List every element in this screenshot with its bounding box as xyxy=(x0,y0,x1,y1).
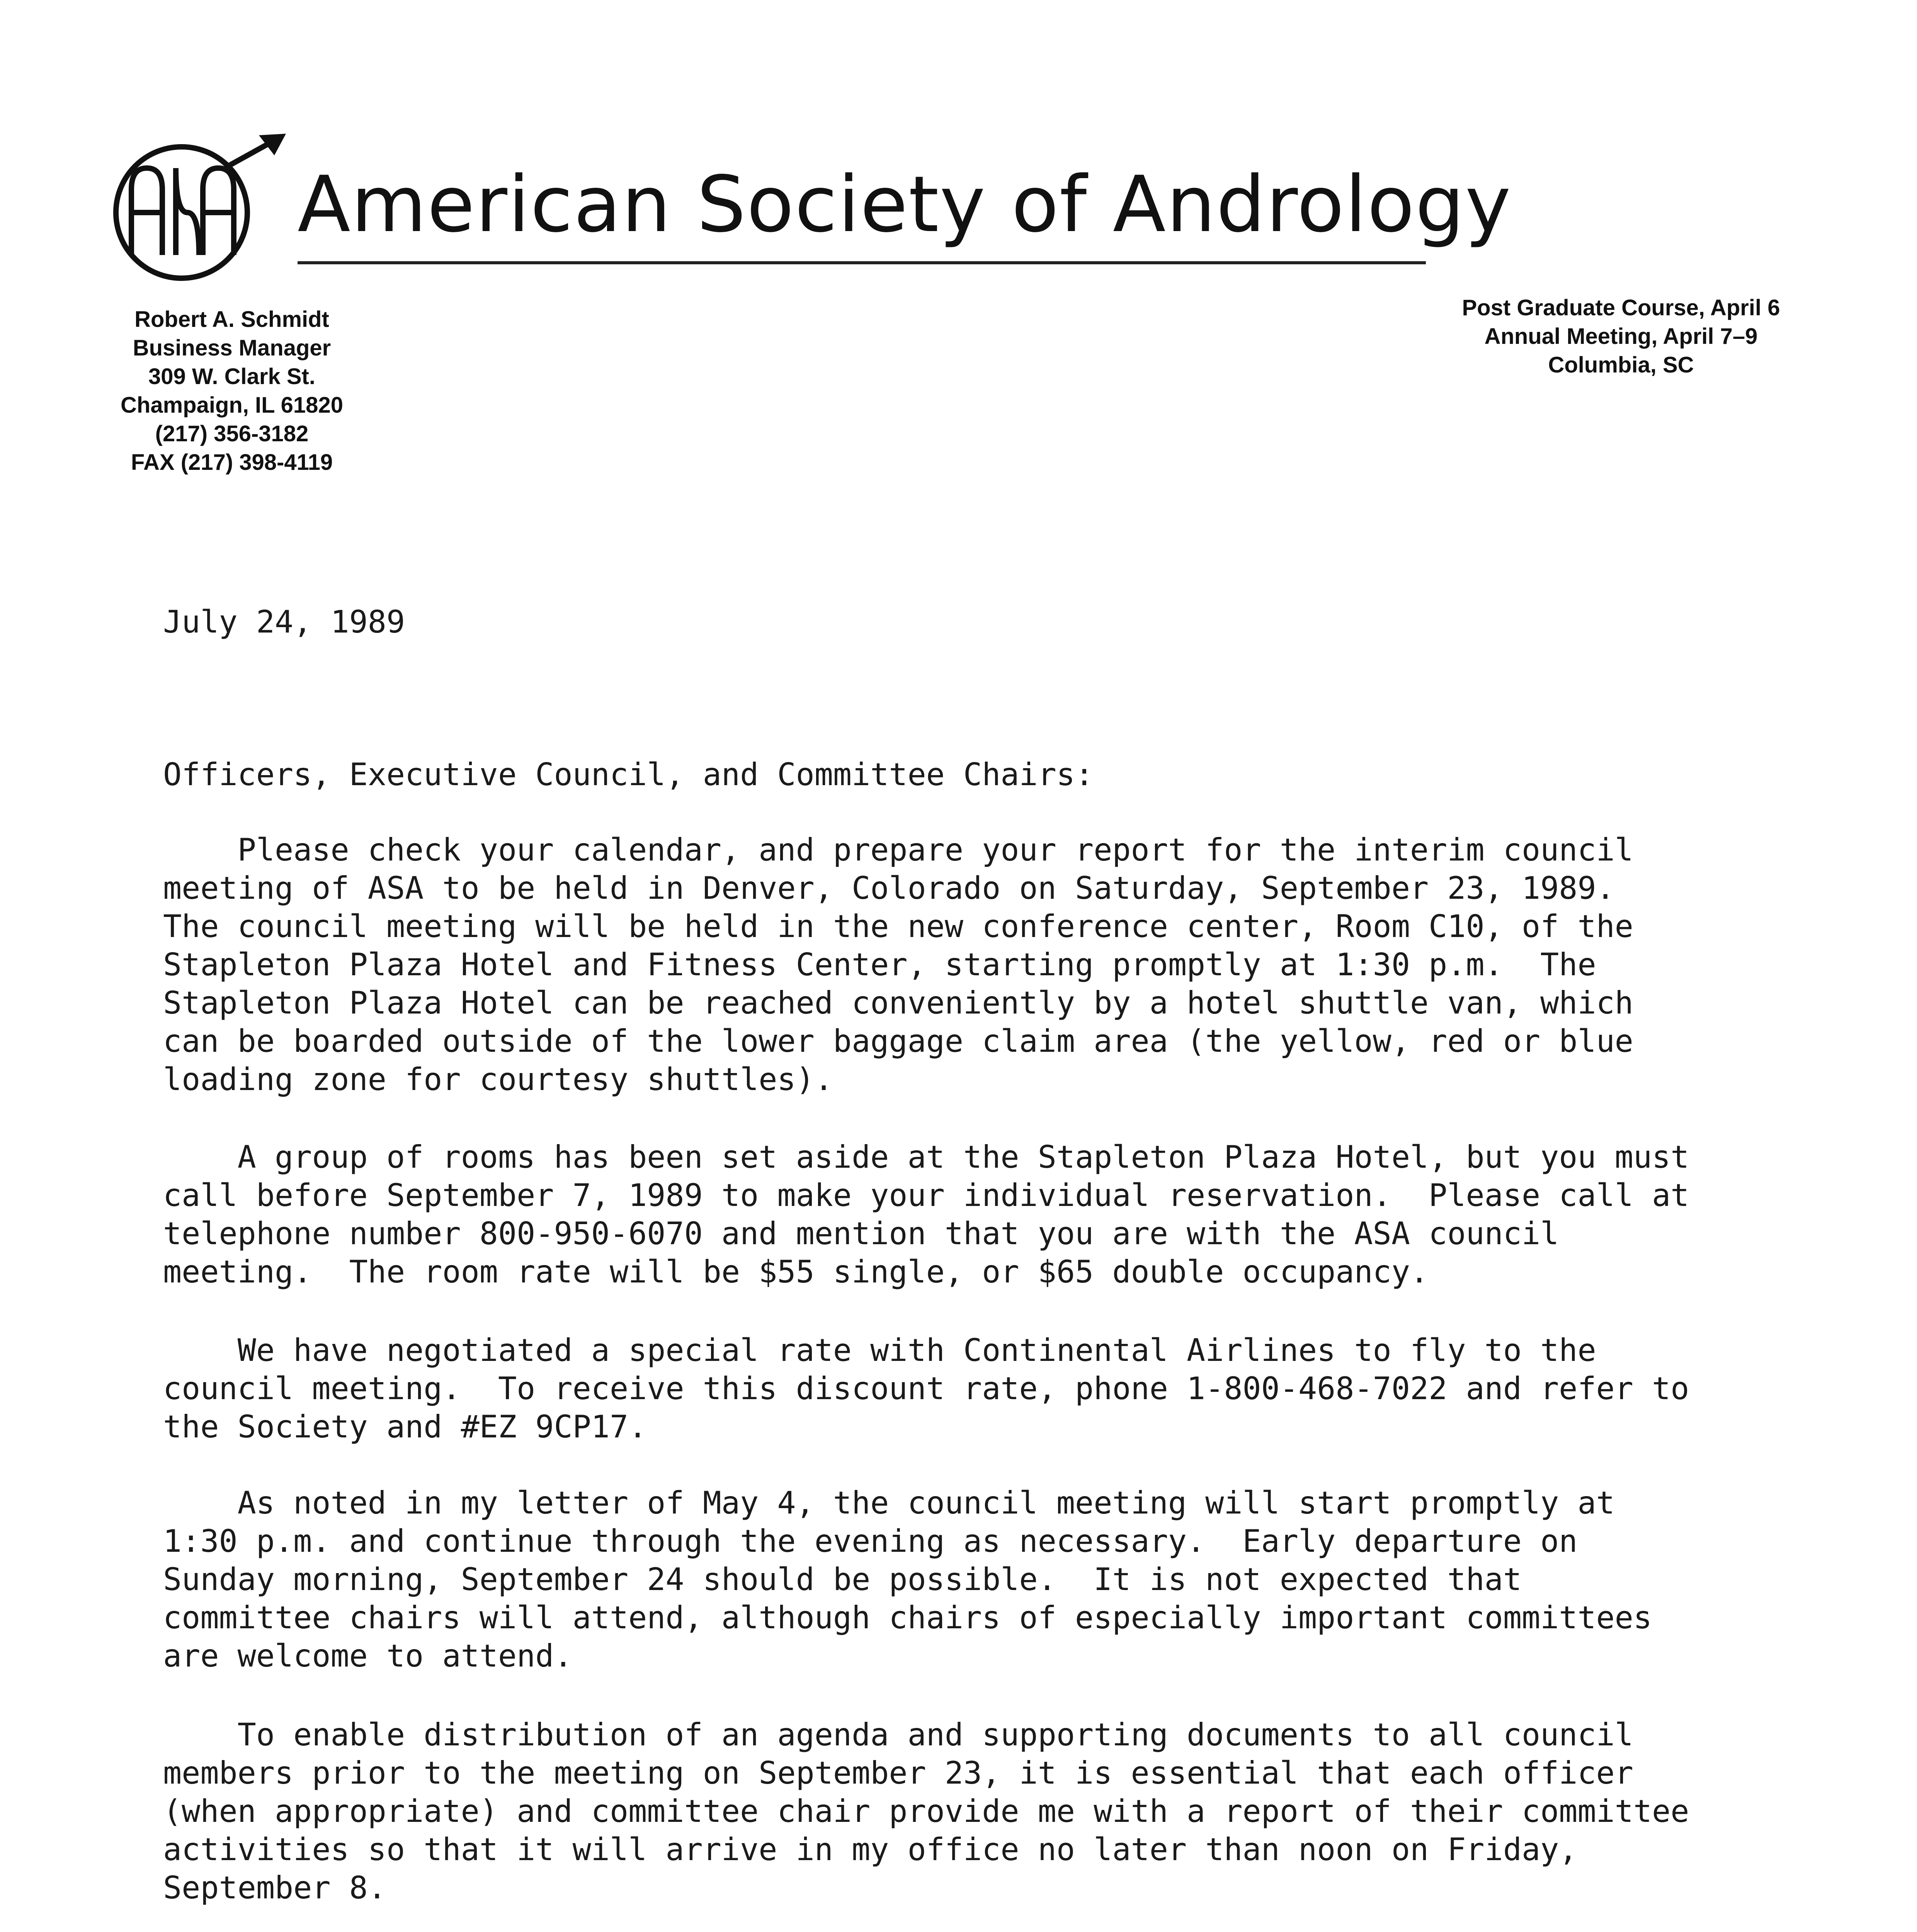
text-line: meeting of ASA to be held in Denver, Colorado on Saturday, September 23, 1989. xyxy=(163,870,1615,906)
text-line: Please check your calendar, and prepare your report for the interim council xyxy=(163,832,1633,868)
letter-date: July 24, 1989 xyxy=(163,604,405,640)
text-line: loading zone for courtesy shuttles). xyxy=(163,1061,833,1097)
paragraph xyxy=(163,831,1786,1099)
text-line: Sunday morning, September 24 should be possible. It is not expected that xyxy=(163,1561,1522,1597)
text-line: telephone number 800-950-6070 and mention that you are with the ASA council xyxy=(163,1216,1559,1252)
contact-city: Champaign, IL 61820 xyxy=(121,393,343,418)
letterhead-rule xyxy=(298,261,1426,264)
paragraph xyxy=(163,1484,1786,1675)
asa-logo xyxy=(104,131,301,286)
text-line: can be boarded outside of the lower baggage claim area (the yellow, red or blue xyxy=(163,1023,1633,1059)
paragraph xyxy=(163,1138,1786,1291)
text-line: As noted in my letter of May 4, the council meeting will start promptly at xyxy=(163,1485,1615,1521)
meeting-course: Post Graduate Course, April 6 xyxy=(1462,295,1780,320)
text-line: September 8. xyxy=(163,1870,386,1906)
text-line: A group of rooms has been set aside at the Stapleton Plaza Hotel, but you must xyxy=(163,1139,1689,1175)
text-line: We have negotiated a special rate with Continental Airlines to fly to the xyxy=(163,1332,1596,1368)
organization-name: American Society of Andrology xyxy=(298,160,1512,250)
contact-street: 309 W. Clark St. xyxy=(148,364,315,389)
text-line: activities so that it will arrive in my office no later than noon on Friday, xyxy=(163,1832,1578,1867)
text-line: 1:30 p.m. and continue through the evening as necessary. Early departure on xyxy=(163,1523,1578,1559)
text-line: (when appropriate) and committee chair provide me with a report of their committee xyxy=(163,1793,1689,1829)
text-line: To enable distribution of an agenda and supporting documents to all council xyxy=(163,1717,1633,1753)
text-line: the Society and #EZ 9CP17. xyxy=(163,1409,647,1445)
text-line: The council meeting will be held in the new conference center, Room C10, of the xyxy=(163,908,1633,944)
text-line: Stapleton Plaza Hotel and Fitness Center, starting promptly at 1:30 p.m. The xyxy=(163,947,1596,983)
paragraph xyxy=(163,1331,1786,1446)
meeting-location: Columbia, SC xyxy=(1548,352,1694,378)
text-line: Stapleton Plaza Hotel can be reached conveniently by a hotel shuttle van, which xyxy=(163,985,1633,1021)
business-manager-contact xyxy=(97,305,367,477)
text-line: council meeting. To receive this discount rate, phone 1-800-468-7022 and refer to xyxy=(163,1371,1689,1406)
text-line: meeting. The room rate will be $55 single, or $65 double occupancy. xyxy=(163,1254,1429,1290)
paragraph xyxy=(163,1716,1786,1907)
contact-title: Business Manager xyxy=(133,335,331,361)
contact-name: Robert A. Schmidt xyxy=(134,307,329,332)
text-line: committee chairs will attend, although chairs of especially important committees xyxy=(163,1600,1652,1636)
text-line: are welcome to attend. xyxy=(163,1638,573,1674)
contact-fax: FAX (217) 398-4119 xyxy=(131,450,333,475)
contact-phone: (217) 356-3182 xyxy=(155,421,309,446)
letter-salutation: Officers, Executive Council, and Committee Chairs: xyxy=(163,757,1094,793)
meeting-info xyxy=(1399,294,1843,379)
meeting-annual: Annual Meeting, April 7–9 xyxy=(1484,324,1758,349)
text-line: call before September 7, 1989 to make your individual reservation. Please call at xyxy=(163,1177,1689,1213)
text-line: members prior to the meeting on September 23, it is essential that each officer xyxy=(163,1755,1633,1791)
